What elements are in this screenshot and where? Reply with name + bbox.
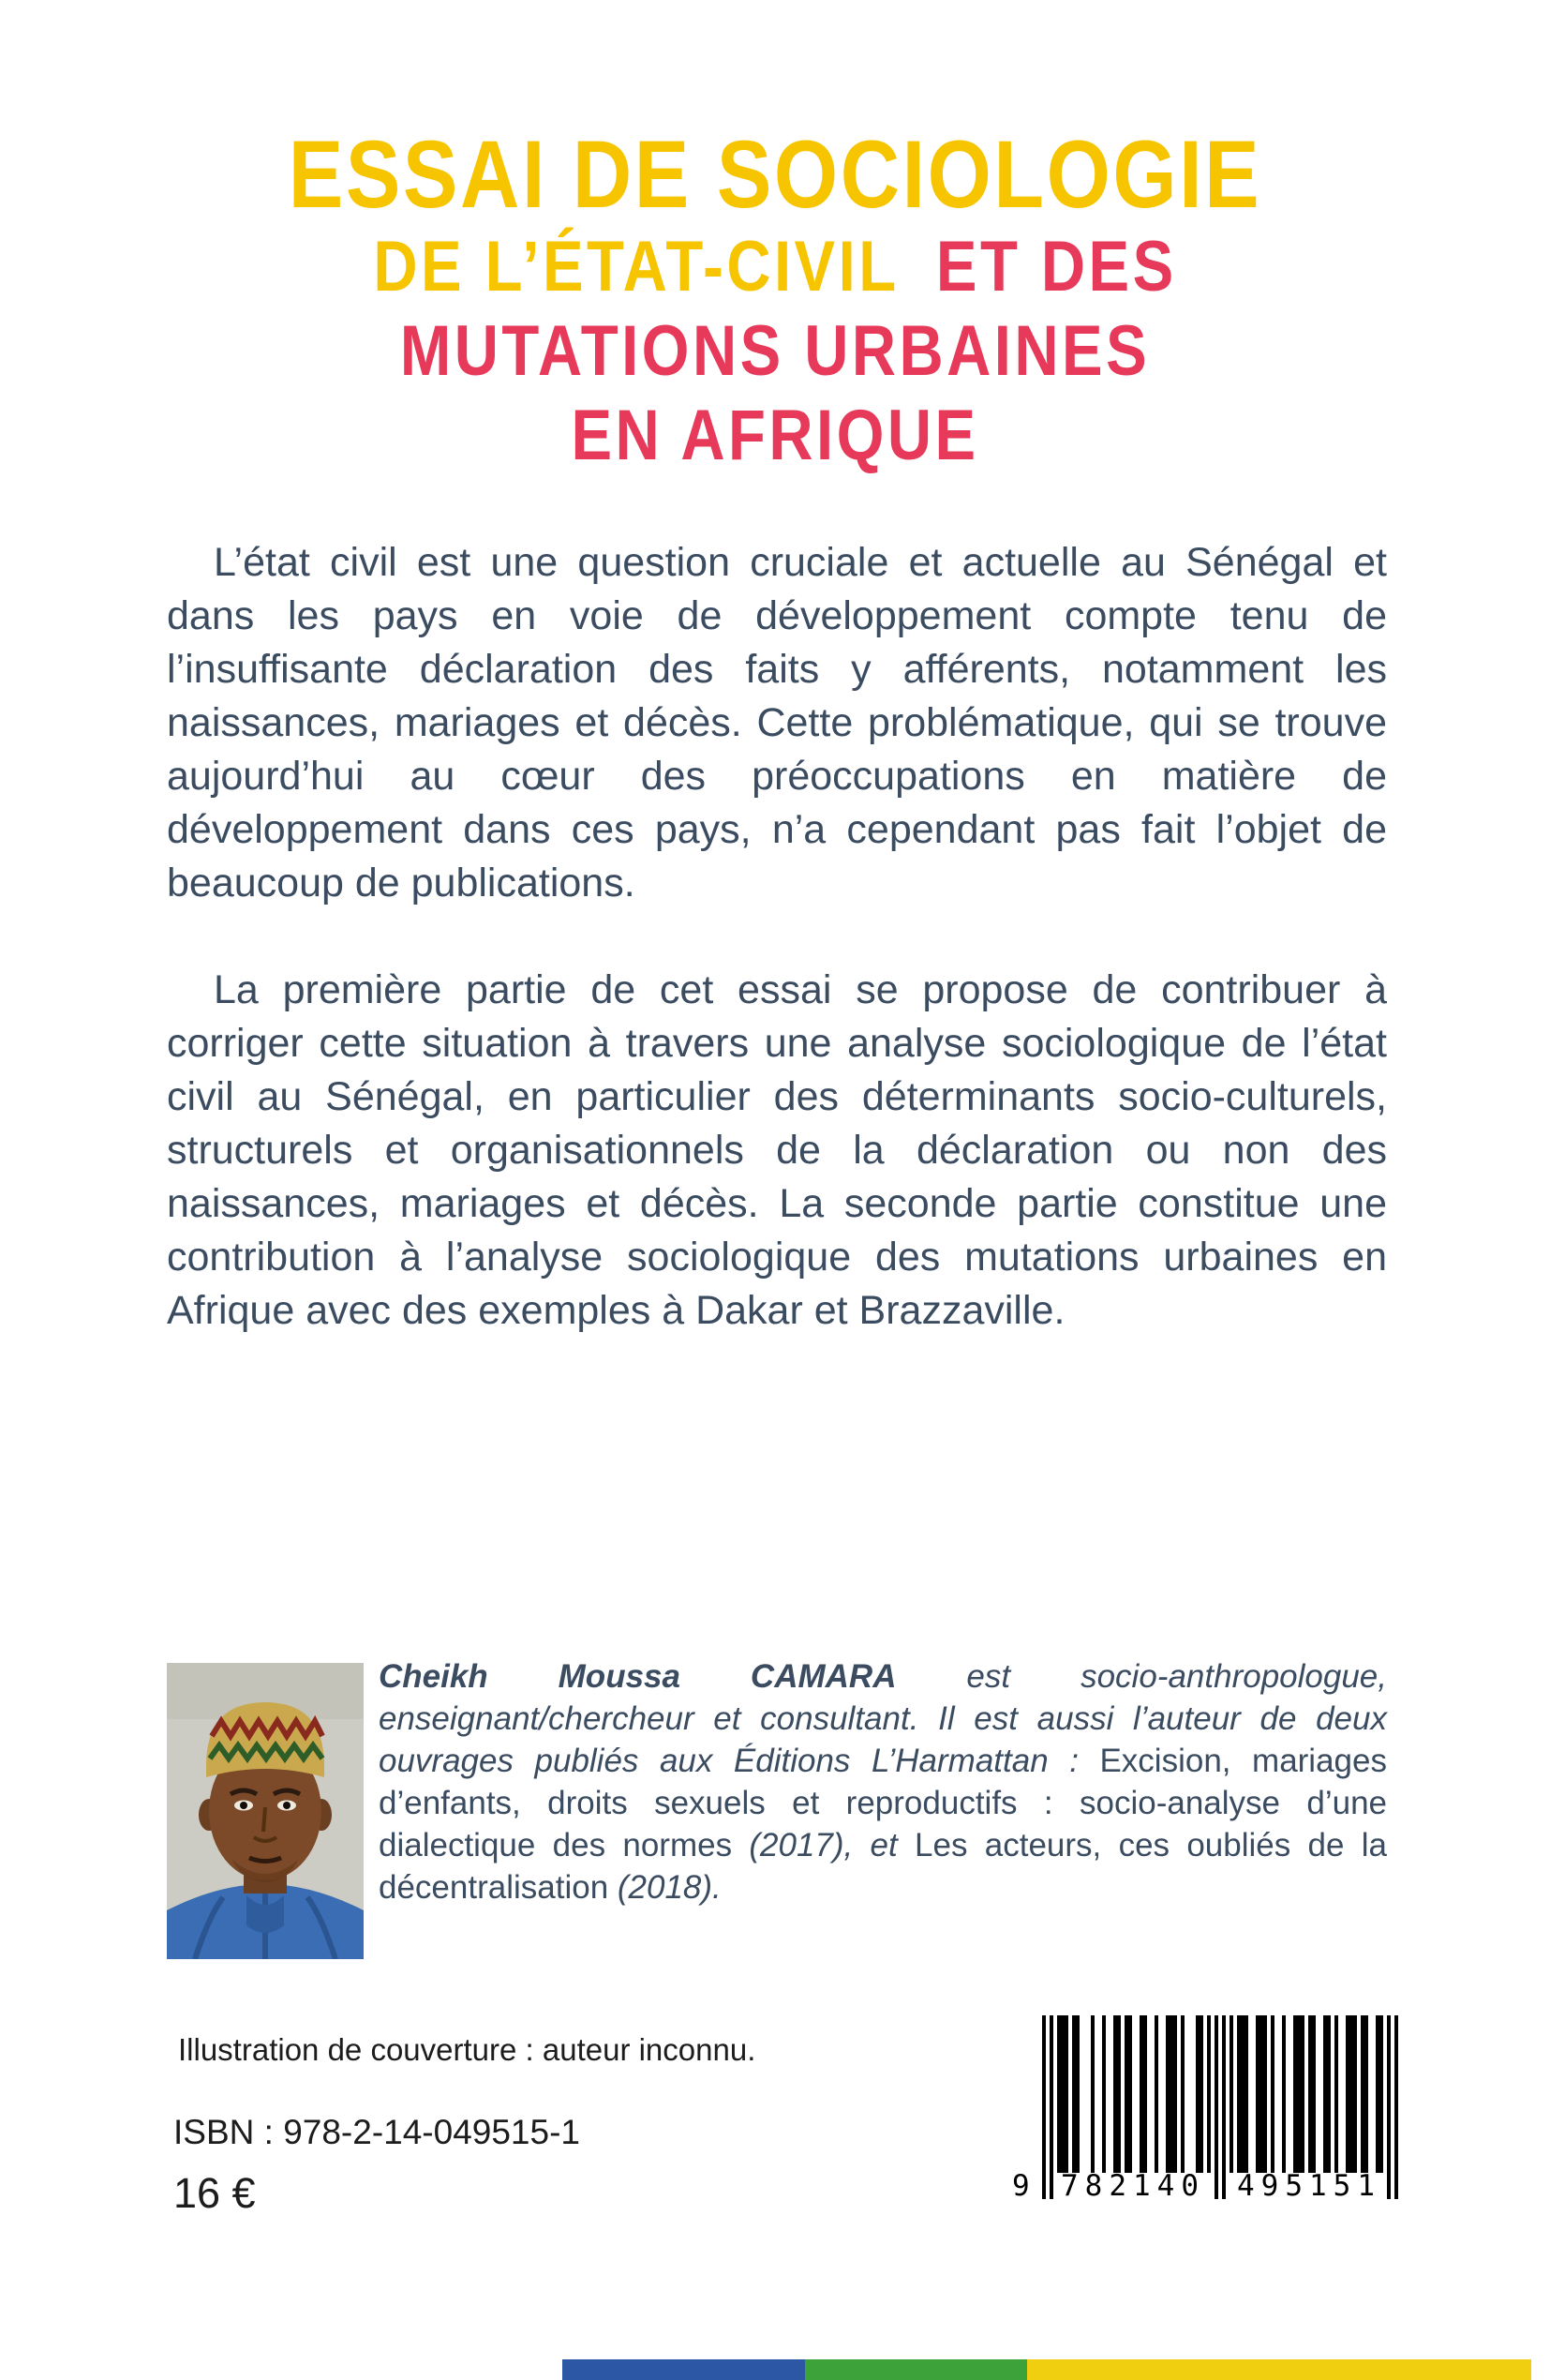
price: 16 € [173, 2169, 256, 2217]
author-photo [167, 1663, 364, 1959]
strip-segment-green [805, 2359, 1028, 2380]
barcode-digits-right: 495151 [1237, 2169, 1381, 2203]
title-line-4: EN AFRIQUE [571, 396, 979, 475]
title-line-2-yellow: DE L’ÉTAT-CIVIL [373, 227, 899, 307]
bottom-color-strip [562, 2359, 1531, 2380]
synopsis-paragraph-2: La première partie de cet essai se propose de contribuer à corriger cette situation à travers une analyse sociologique de l’état civil au Sénégal, en particulier des déterminants socio-culturels, structurels et organisationnels de la déclaration ou non des naissances, mariages et décès. La seconde partie constitue une contribution à l’analyse sociologique des mutations urbaines en Afrique avec des exemples à Dakar et Brazzaville. [167, 967, 1387, 1333]
barcode [1012, 2015, 1400, 2216]
title-line-2-red: ET DES [935, 227, 1177, 307]
author-bio-text: Cheikh Moussa CAMARA est socio-anthropologue, enseignant/chercheur et consultant. Il est aussi l’auteur de deux ouvrages publiés aux Éditions L’Harmattan : Excision, mariages d’enfants, droits sexuels et reproductifs : socio-analyse d’une dialectique des normes (2017), et Les acteurs, ces oubliés de la décentralisation (2018). [379, 1658, 1387, 1906]
title-block [0, 121, 1550, 478]
title-line-3: MUTATIONS URBAINES [399, 311, 1151, 391]
strip-segment-yellow [1027, 2359, 1531, 2380]
synopsis-paragraph-1: L’état civil est une question cruciale et actuelle au Sénégal et dans les pays en voie de développement compte tenu de l’insuffisante déclaration des faits y afférents, notamment les naissances, mariages et décès. Cette problématique, qui se trouve aujourd’hui au cœur des préoccupations en matière de développement dans ces pays, n’a cependant pas fait l’objet de beaucoup de publications. [167, 540, 1387, 906]
title-line-2 [109, 225, 1441, 309]
isbn: ISBN : 978-2-14-049515-1 [173, 2113, 580, 2151]
strip-segment-blue [562, 2359, 805, 2380]
synopsis [167, 536, 1387, 1391]
barcode-digit-prefix: 9 [1012, 2169, 1030, 2203]
title-line-1: ESSAI DE SOCIOLOGIE [288, 121, 1262, 228]
author-bio-section [167, 1655, 1387, 1908]
illustration-credit: Illustration de couverture : auteur inconnu. [178, 2032, 756, 2067]
barcode-digits-left: 782140 [1061, 2169, 1205, 2203]
